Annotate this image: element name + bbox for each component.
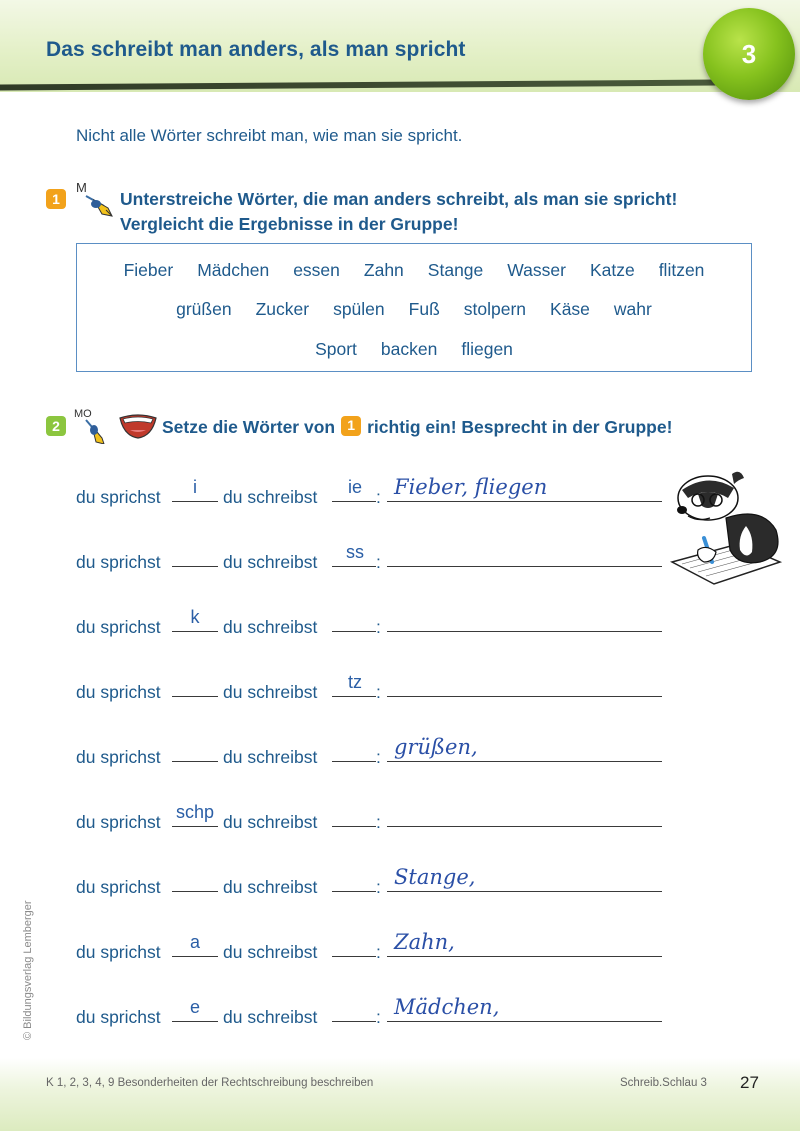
word-box (76, 243, 752, 372)
written-blank[interactable] (332, 826, 376, 827)
label-write: du schreibst (223, 1007, 318, 1027)
word[interactable]: wahr (613, 299, 652, 319)
label-write: du schreibst (223, 682, 318, 702)
written-blank[interactable] (332, 696, 376, 697)
written-value: ss (346, 542, 364, 562)
spoken-blank[interactable] (172, 826, 218, 827)
task-1-line-1: Unterstreiche Wörter, die man anders schreibt, als man sie spricht! (120, 189, 678, 209)
spoken-blank[interactable] (172, 891, 218, 892)
colon: : (376, 1007, 381, 1027)
word[interactable]: fliegen (461, 339, 513, 359)
task-1-number: 1 (46, 189, 66, 209)
task-2-ref-number: 1 (341, 416, 361, 436)
spoken-blank[interactable] (172, 761, 218, 762)
spoken-blank[interactable] (172, 696, 218, 697)
word[interactable]: essen (293, 260, 340, 280)
label-write: du schreibst (223, 617, 318, 637)
footer-band (0, 1058, 800, 1131)
spoken-blank[interactable] (172, 566, 218, 567)
word[interactable]: Mädchen (197, 260, 270, 280)
word[interactable]: Käse (550, 299, 590, 319)
written-value: tz (347, 672, 362, 692)
exercise-row (76, 735, 676, 767)
task-1-icon-label: M (76, 180, 87, 195)
colon: : (376, 487, 381, 507)
word[interactable]: Stange (427, 260, 484, 280)
pencil-icon (72, 178, 118, 223)
task-2-icon-label: MO (74, 408, 92, 420)
page-title: Das schreibt man anders, als man spricht (46, 38, 466, 61)
written-blank[interactable] (332, 1021, 376, 1022)
word-row-2 (77, 299, 751, 320)
word[interactable]: Fieber (123, 260, 174, 280)
written-blank[interactable] (332, 891, 376, 892)
word[interactable]: Wasser (507, 260, 566, 280)
intro-text: Nicht alle Wörter schreibt man, wie man sie spricht. (76, 126, 463, 145)
task-1-line-2: Vergleicht die Ergebnisse in der Gruppe! (120, 214, 459, 234)
exercise-row (76, 674, 676, 702)
word[interactable]: Zucker (255, 299, 310, 319)
exercise-row (76, 804, 676, 832)
exercise-row (76, 544, 676, 572)
badger-mascot-illustration (668, 466, 792, 595)
answer-blank[interactable] (387, 501, 662, 502)
written-blank[interactable] (332, 631, 376, 632)
written-value: ie (347, 477, 362, 497)
exercise-row (76, 609, 676, 637)
word[interactable]: Sport (315, 339, 357, 359)
answer-blank[interactable] (387, 631, 662, 632)
word-row-1 (77, 260, 751, 281)
label-write: du schreibst (223, 877, 318, 897)
answer-blank[interactable] (387, 826, 662, 827)
answer-value: grüßen, (394, 735, 478, 759)
colon: : (376, 812, 381, 832)
spoken-blank[interactable] (172, 1021, 218, 1022)
colon: : (376, 617, 381, 637)
copyright-text: © Bildungsverlag Lemberger (22, 900, 34, 1040)
task-2-text-before: Setze die Wörter von (162, 417, 336, 437)
spoken-value: e (189, 997, 200, 1017)
word[interactable]: spülen (333, 299, 385, 319)
colon: : (376, 682, 381, 702)
answer-value: Stange, (394, 865, 476, 889)
label-write: du schreibst (223, 552, 318, 572)
page-number: 27 (740, 1073, 759, 1092)
spoken-value: i (193, 477, 197, 497)
word-row-3 (77, 339, 751, 360)
task-2-number: 2 (46, 416, 66, 436)
task-2-text-after: richtig ein! Besprecht in der Gruppe! (367, 417, 673, 437)
spoken-blank[interactable] (172, 631, 218, 632)
answer-blank[interactable] (387, 761, 662, 762)
task-2-instruction (162, 415, 672, 440)
task-1-instruction (120, 187, 677, 237)
answer-blank[interactable] (387, 1021, 662, 1022)
pencil-icon (72, 404, 118, 449)
label-write: du schreibst (223, 812, 318, 832)
label-speak: du sprichst (76, 942, 161, 962)
word[interactable]: flitzen (658, 260, 705, 280)
footer-competence: K 1, 2, 3, 4, 9 Besonderheiten der Rechtschreibung beschreiben (46, 1077, 374, 1089)
word[interactable]: stolpern (463, 299, 527, 319)
label-write: du schreibst (223, 487, 318, 507)
written-blank[interactable] (332, 501, 376, 502)
answer-value: Mädchen, (394, 995, 500, 1019)
word[interactable]: Fuß (408, 299, 440, 319)
exercise-row (76, 995, 676, 1027)
exercise-row (76, 865, 676, 897)
answer-blank[interactable] (387, 956, 662, 957)
word[interactable]: backen (380, 339, 438, 359)
spoken-value: k (190, 607, 200, 627)
word[interactable]: Zahn (363, 260, 404, 280)
answer-blank[interactable] (387, 696, 662, 697)
mouth-icon (118, 412, 158, 445)
label-write: du schreibst (223, 942, 318, 962)
spoken-value: schp (175, 802, 215, 822)
label-speak: du sprichst (76, 1007, 161, 1027)
word[interactable]: Katze (589, 260, 635, 280)
colon: : (376, 942, 381, 962)
spoken-value: a (189, 932, 200, 952)
label-speak: du sprichst (76, 617, 161, 637)
chapter-badge: 3 (703, 8, 795, 100)
exercise-row (76, 475, 676, 507)
colon: : (376, 552, 381, 572)
footer-book-title: Schreib.Schlau 3 (620, 1077, 707, 1089)
answer-blank[interactable] (387, 566, 662, 567)
spoken-blank[interactable] (172, 956, 218, 957)
colon: : (376, 877, 381, 897)
label-speak: du sprichst (76, 812, 161, 832)
answer-blank[interactable] (387, 891, 662, 892)
label-write: du schreibst (223, 747, 318, 767)
written-blank[interactable] (332, 956, 376, 957)
exercise-row (76, 930, 676, 962)
answer-value: Fieber, fliegen (394, 475, 548, 499)
answer-value: Zahn, (394, 930, 455, 954)
colon: : (376, 747, 381, 767)
label-speak: du sprichst (76, 877, 161, 897)
label-speak: du sprichst (76, 682, 161, 702)
spoken-blank[interactable] (172, 501, 218, 502)
written-blank[interactable] (332, 761, 376, 762)
word[interactable]: grüßen (176, 299, 232, 319)
label-speak: du sprichst (76, 552, 161, 572)
label-speak: du sprichst (76, 487, 161, 507)
written-blank[interactable] (332, 566, 376, 567)
label-speak: du sprichst (76, 747, 161, 767)
